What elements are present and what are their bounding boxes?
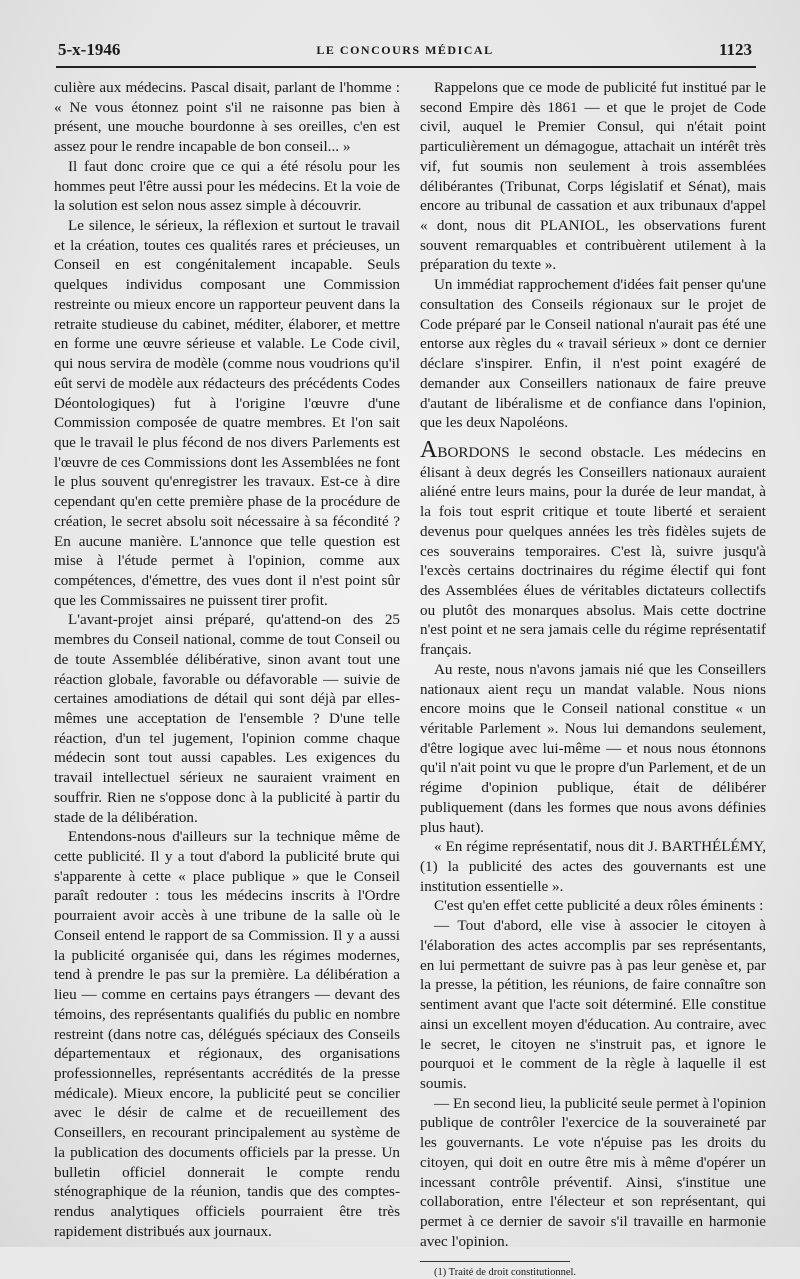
paragraph-text: le second obstacle. Les médecins en élisant à deux degrés les Conseillers nationaux auraient aliéné entre leurs mains, pour la durée de leur mandat, à la fois tout esprit critique et toute liberté et seraient devenus pour quelques années les très fidèles sujets de ces souverains temporaires. C'est là, suivre jusqu'à l'excès certains doctrinaires du régime électif qui font des Assemblées élues de véritables dictateurs collectifs ou plutôt des monarques absolus. Mais cette doctrine n'est point et ne sera jamais celle du régime représentatif français. [420, 443, 766, 659]
right-column [420, 78, 766, 1279]
paragraph: — En second lieu, la publicité seule permet à l'opinion publique de contrôler l'exercice de la souveraineté par les gouvernants. Le vote n'épuise pas les droits du citoyen, qui doit en outre être mis à même d'opérer un incessant contrôle préventif. Ainsi, s'institue une collaboration, entre l'électeur et son représentant, qui permet à ce dernier de savoir s'il travaille en harmonie avec l'opinion. [420, 1094, 766, 1250]
paragraph: Il faut donc croire que ce qui a été résolu pour les hommes peut l'être aussi pour les médecins. Et la voie de la solution est selon nous assez simple à découvrir. [54, 157, 400, 215]
paragraph: C'est qu'en effet cette publicité a deux rôles éminents : [434, 897, 764, 915]
footnote: (1) Traité de droit constitutionnel. [434, 1267, 577, 1279]
paragraph: L'avant-projet ainsi préparé, qu'attend-on des 25 membres du Conseil national, comme de tout Conseil ou de toute Assemblée délibérative, sinon avant tout une réaction globale, favorable ou défavorable — suivie de certaines amodiations de détail qui sont déjà par elles-mêmes une acceptation de l'ensemble ? D'une telle réaction, d'un tel jugement, l'opinion comme chaque médecin sont tout aussi capables. Les exigences du travail intellectuel sérieux ne sauraient vraiment en souffrir. Rien ne s'oppose donc à la publicité à partir du stade de la délibération. [54, 611, 400, 826]
drop-cap: A [420, 436, 438, 463]
paragraph: Rappelons que ce mode de publicité fut institué par le second Empire dès 1861 — et que le projet de Code civil, auquel le Premier Consul, qui n'était point particulièrement un démagogue, attachait un intérêt très vif, fut soumis non seulement à trois assemblées délibérantes (Tribunat, Corps législatif et Sénat), mais encore au tribunal de cassation et aux tribunaux d'appel « dont, nous dit PLANIOL, les observations furent souvent remarquables et contribuèrent utilement à la préparation du texte ». [420, 79, 766, 274]
quote-paragraph: « En régime représentatif, nous dit J. BARTHÉLÉMY, (1) la publicité des actes des gouvernants est une institution essentielle ». [420, 838, 766, 895]
footnote-rule [420, 1261, 570, 1262]
paragraph: culière aux médecins. Pascal disait, parlant de l'homme : « Ne vous étonnez point s'il ne raisonne pas bien à présent, une mouche bourdonne à ses oreilles, c'en est assez pour le rendre incapable de bon conseil... » [54, 79, 400, 156]
paragraph: Entendons-nous d'ailleurs sur la technique même de cette publicité. Il y a tout d'abord la publicité brute qui s'apparente à cette « place publique » que le Conseil paraît redouter : tous les médecins inscrits à l'Ordre pourraient avoir accès à une tribune de la salle où le Conseil entend le rapport de sa Commission. Il y a aussi la publicité organisée qui, dans les régimes modernes, tend à prendre le pas sur la première. La délibération a lieu — comme en certains pays étrangers — devant des témoins, des représentants qualifiés du public en nombre restreint (dans notre cas, délégués spéciaux des Conseils départementaux et régionaux, des organisations professionnelles, représentants accrédités de la presse médicale). Mieux encore, la publicité peut se concilier avec le désir de calme et de recueillement des Conseillers, en recourant principalement au système de la publication des documents officiels par la presse. Un bulletin officiel donnerait le compte rendu sténographique de la réunion, tandis que des comptes-rendus analytiques officiels pourraient être très rapidement distribués aux journaux. [54, 828, 400, 1240]
paragraph: — Tout d'abord, elle vise à associer le citoyen à l'élaboration des actes accomplis par ses représentants, en lui permettant de suivre pas à pas leur genèse et, par la presse, la pétition, les réunions, de faire connaître son sentiment avant que l'acte soit déterminé. Elle constitue ainsi un excellent moyen d'éducation. Au contraire, avec le secret, le citoyen ne s'instruit pas, et ignore le pourquoi et le comment de la règle à laquelle il est soumis. [420, 917, 766, 1092]
issue-date: 5-x-1946 [58, 40, 121, 59]
journal-title: LE CONCOURS MÉDICAL [316, 43, 494, 57]
section-paragraph [420, 436, 766, 660]
page-header [58, 38, 752, 64]
page-number: 1123 [718, 40, 752, 59]
paragraph: Au reste, nous n'avons jamais nié que les Conseillers nationaux aient reçu un mandat valable. Nous nions encore moins que le Conseil national constitue « un véritable Parlement ». Nous lui demandons seulement, d'être logique avec lui-même — et nous nous étonnons qu'il n'ait point vu que le propre d'un Parlement, et de un régime d'opinion publique, était de délibérer publiquement (dans les formes que nous avons définies plus haut). [420, 660, 766, 836]
small-caps-lead: BORDONS [437, 443, 510, 461]
left-column [54, 78, 400, 1241]
paragraph: Le silence, le sérieux, la réflexion et surtout le travail et la création, toutes ces qualités rares et précieuses, un Conseil en est congénitalement incapable. Seuls quelques individus composant une Commission restreinte ou mieux encore un rapporteur peuvent dans la retraite studieuse du cabinet, méditer, élaborer, et mettre en forme une œuvre sérieuse et valable. Le Code civil, qui nous servira de modèle (comme nous voudrions qu'il eût servi de modèle aux rédacteurs des précédents Codes Déontologiques) fut à l'origine l'œuvre d'une Commission composée de quatre membres. Et l'on sait que le travail le plus fécond de nos divers Parlements est l'œuvre de ces Commissions dont les Assemblées ne font le plus souvent qu'enregistrer les travaux. Est-ce à dire cependant qu'en cette première phase de la procédure de création, le secret absolu soit nécessaire à sa fécondité ? En aucune manière. L'annonce que telle question est mise à l'étude permet à l'opinion, comme aux compétences, d'émettre, des vues dont il n'est point sûr que les Commissaires ne puissent tirer profit. [54, 217, 400, 609]
paragraph: Un immédiat rapprochement d'idées fait penser qu'une consultation des Conseils régionaux sur le projet de Code préparé par le Conseil national n'aurait pas été une entorse aux règles du « travail sérieux » dont ce dernier déclare s'inspirer. Enfin, il n'est point exagéré de demander aux Conseillers nationaux de faire preuve d'autant de libéralisme et de confiance dans l'opinion, que les deux Napoléons. [420, 276, 766, 432]
header-rule [56, 66, 756, 68]
